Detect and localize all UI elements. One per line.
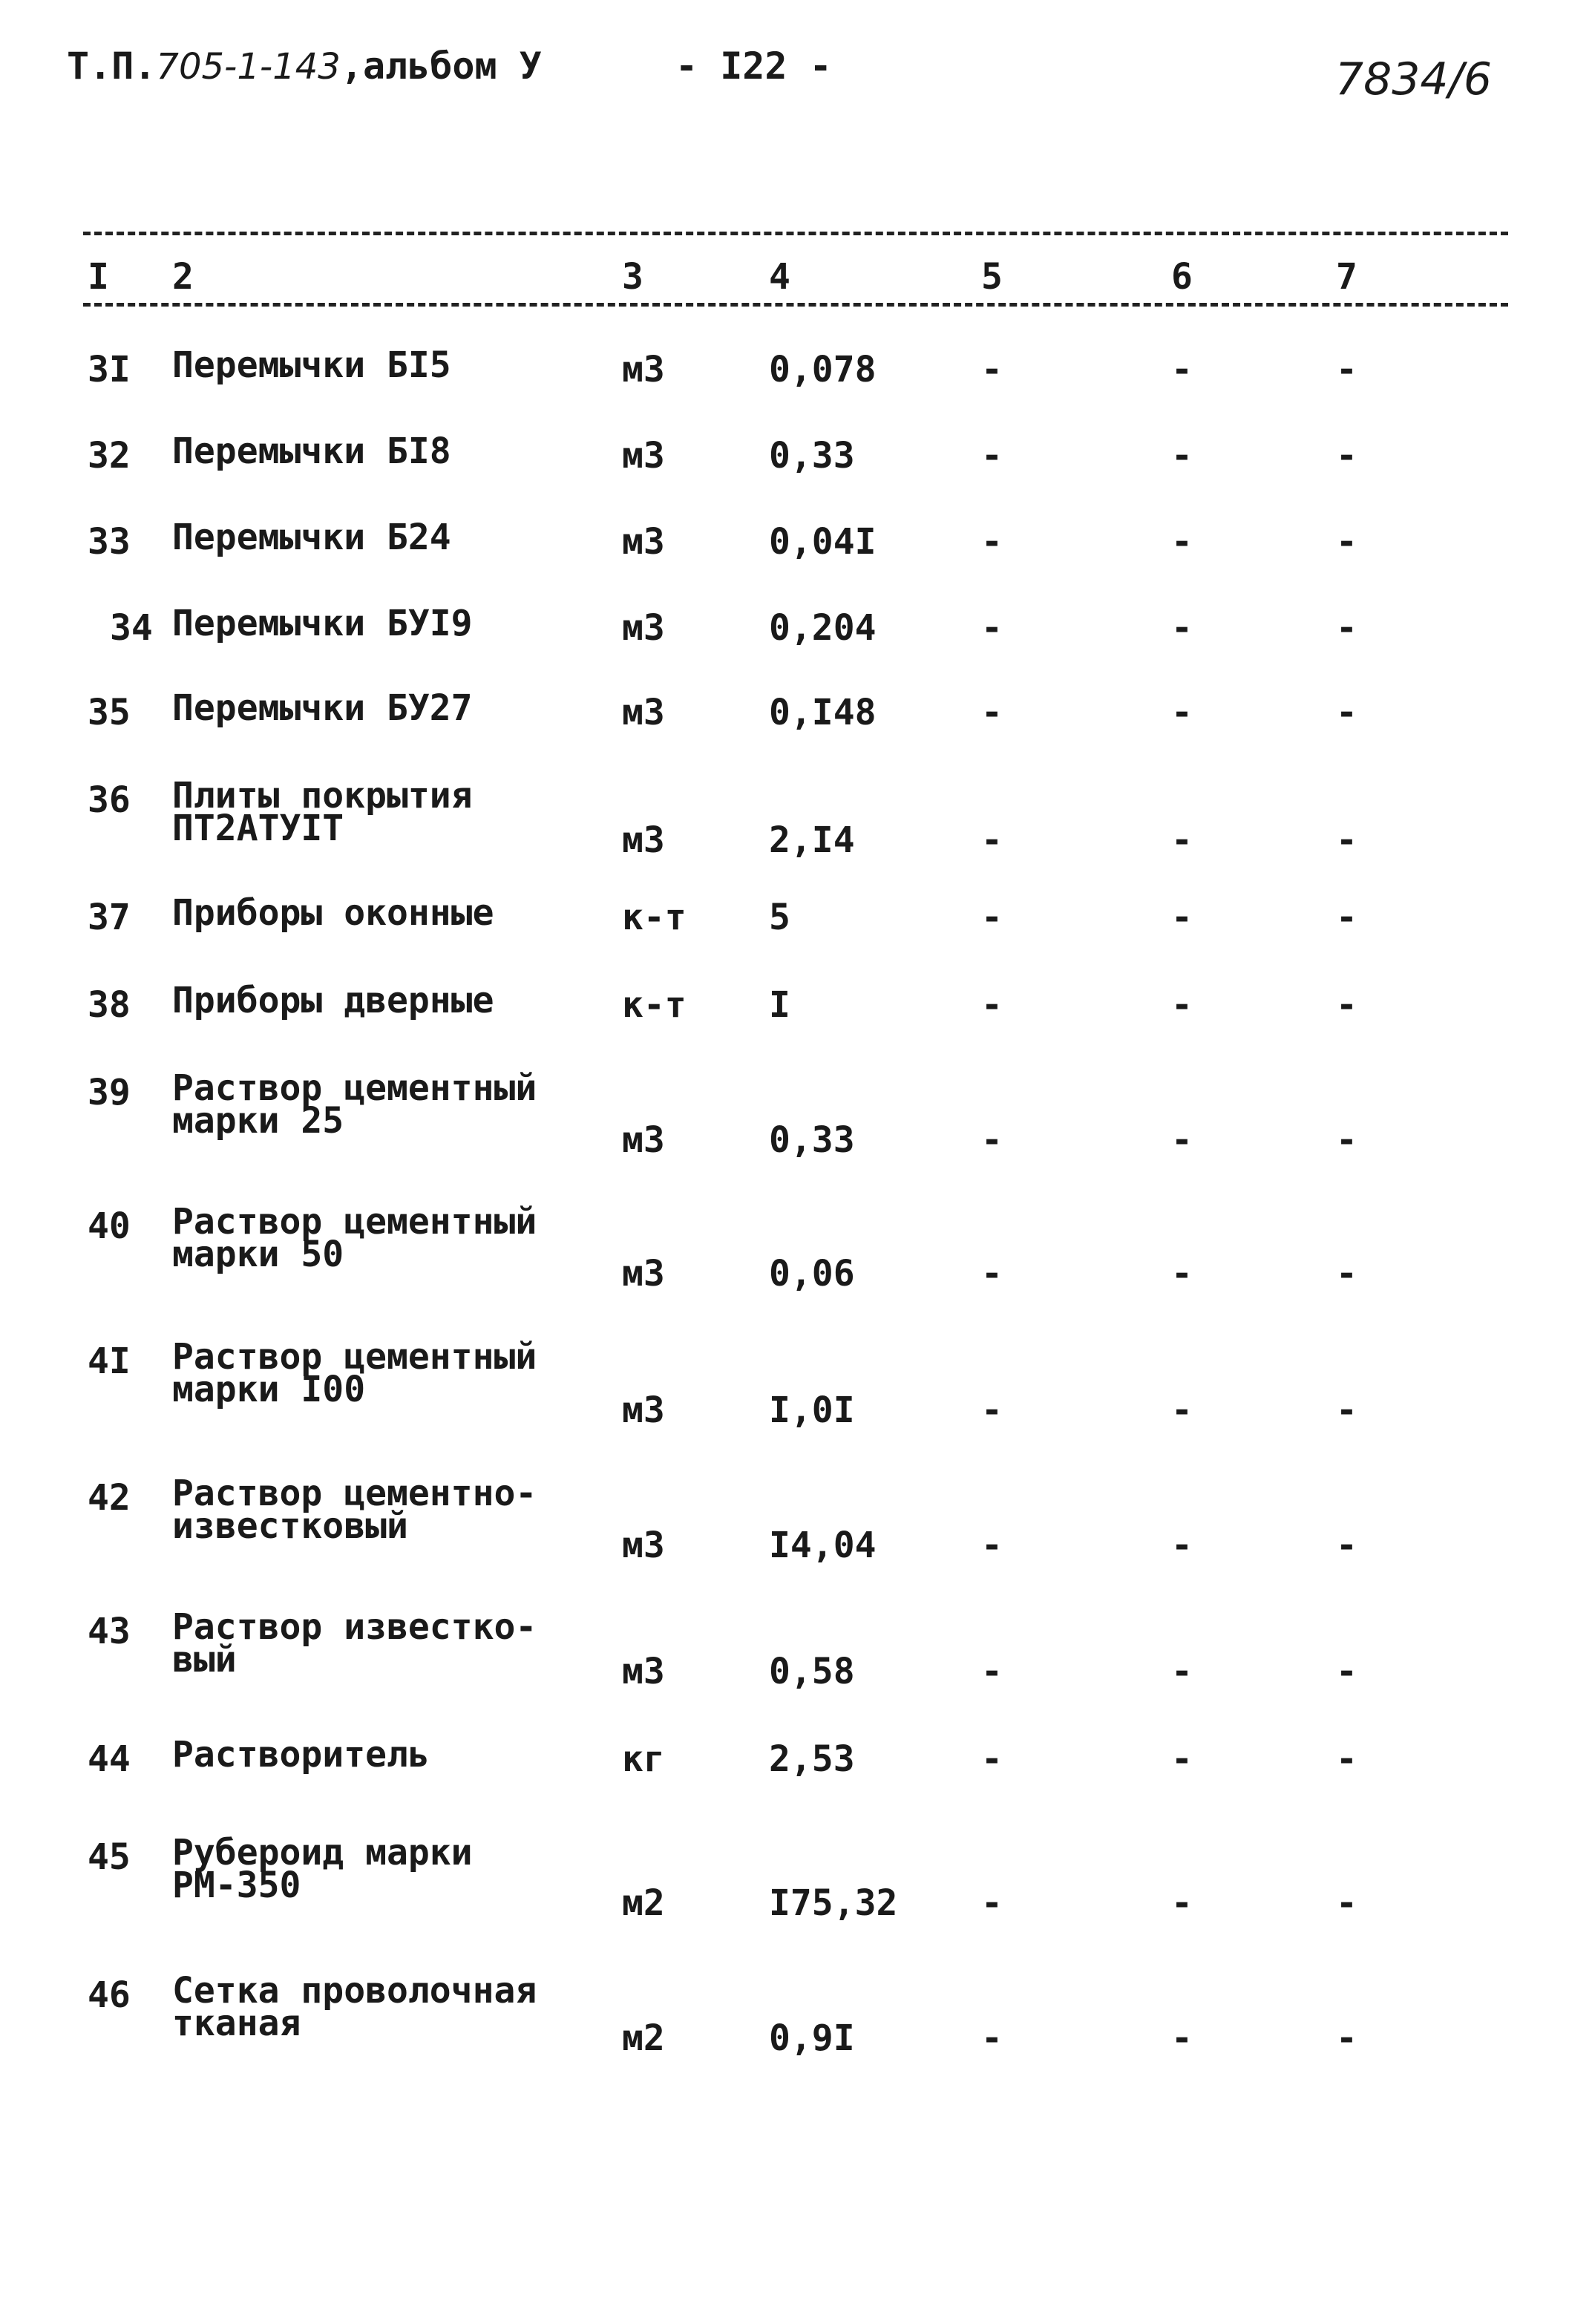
material-name: Раствор цементный марки I00 <box>172 1336 537 1410</box>
material-name: Перемычки Б24 <box>172 517 451 558</box>
unit: м3 <box>622 1525 665 1566</box>
header-bottom-divider <box>83 303 1508 307</box>
col6-value: - <box>1171 1651 1193 1692</box>
material-name: Приборы оконные <box>172 892 494 934</box>
material-name: Перемычки БI5 <box>172 344 451 386</box>
quantity: 0,204 <box>769 607 877 649</box>
quantity: 0,33 <box>769 435 855 477</box>
col7-value: - <box>1336 897 1357 938</box>
col5-value: - <box>981 607 1003 649</box>
quantity: I,0I <box>769 1390 855 1431</box>
unit: м3 <box>622 692 665 733</box>
col5-value: - <box>981 1119 1003 1161</box>
col7-value: - <box>1336 1738 1357 1780</box>
material-name: Раствор цементный марки 50 <box>172 1201 537 1275</box>
row-number: 45 <box>88 1836 131 1878</box>
col5-value: - <box>981 819 1003 861</box>
col5-value: - <box>981 1525 1003 1566</box>
unit: м3 <box>622 1390 665 1431</box>
row-number: 39 <box>88 1072 131 1113</box>
col5-value: - <box>981 521 1003 563</box>
row-number: 32 <box>88 435 131 477</box>
quantity: 2,I4 <box>769 819 855 861</box>
col6-value: - <box>1171 435 1193 477</box>
material-name: Растворитель <box>172 1734 430 1775</box>
col5-value: - <box>981 897 1003 938</box>
material-name: Плиты покрытия ПТ2АТУIТ <box>172 775 473 849</box>
col6-value: - <box>1171 1738 1193 1780</box>
material-name: Перемычки БУ27 <box>172 687 473 729</box>
col7-value: - <box>1336 349 1357 390</box>
col5-value: - <box>981 349 1003 390</box>
material-name: Раствор известко- вый <box>172 1606 537 1680</box>
col6-value: - <box>1171 819 1193 861</box>
row-number: 38 <box>88 984 131 1026</box>
col7-value: - <box>1336 2017 1357 2059</box>
col6-value: - <box>1171 1525 1193 1566</box>
quantity: 0,I48 <box>769 692 877 733</box>
quantity: 0,9I <box>769 2017 855 2059</box>
col6-value: - <box>1171 2017 1193 2059</box>
col6-value: - <box>1171 1390 1193 1431</box>
quantity: 0,06 <box>769 1253 855 1294</box>
unit: м3 <box>622 521 665 563</box>
quantity: 2,53 <box>769 1738 855 1780</box>
unit: м3 <box>622 819 665 861</box>
col5-value: - <box>981 435 1003 477</box>
col6-value: - <box>1171 984 1193 1026</box>
column-header-row <box>0 256 1569 301</box>
page-header <box>67 45 1507 119</box>
row-number: 36 <box>88 779 131 821</box>
col6-value: - <box>1171 1119 1193 1161</box>
quantity: 5 <box>769 897 790 938</box>
col7-value: - <box>1336 1390 1357 1431</box>
col7-value: - <box>1336 521 1357 563</box>
quantity: 0,078 <box>769 349 877 390</box>
unit: м3 <box>622 349 665 390</box>
column-header-6: 6 <box>1171 256 1193 298</box>
material-name: Перемычки БУI9 <box>172 603 473 644</box>
material-name: Рубероид марки РМ-350 <box>172 1832 473 1906</box>
col7-value: - <box>1336 984 1357 1026</box>
material-name: Сетка проволочная тканая <box>172 1970 537 2044</box>
material-name: Раствор цементно- известковый <box>172 1473 537 1547</box>
document-reference <box>67 45 542 88</box>
quantity: I75,32 <box>769 1882 898 1924</box>
col7-value: - <box>1336 1119 1357 1161</box>
unit: к-т <box>622 984 687 1026</box>
album-label: ,альбом У <box>340 45 542 88</box>
row-number: 40 <box>88 1205 131 1247</box>
reference-prefix: Т.П. <box>67 45 157 88</box>
column-header-5: 5 <box>981 256 1003 298</box>
col5-value: - <box>981 1882 1003 1924</box>
unit: м3 <box>622 607 665 649</box>
table-top-divider <box>83 232 1508 235</box>
material-name: Приборы дверные <box>172 980 494 1021</box>
column-header-3: 3 <box>622 256 643 298</box>
row-number: 3I <box>88 349 131 390</box>
column-header-1: I <box>88 256 109 298</box>
unit: м3 <box>622 1253 665 1294</box>
col7-value: - <box>1336 1651 1357 1692</box>
col5-value: - <box>981 1651 1003 1692</box>
col7-value: - <box>1336 435 1357 477</box>
quantity: 0,04I <box>769 521 877 563</box>
unit: м3 <box>622 1651 665 1692</box>
quantity: 0,58 <box>769 1651 855 1692</box>
col6-value: - <box>1171 897 1193 938</box>
row-number: 43 <box>88 1611 131 1652</box>
material-name: Перемычки БI8 <box>172 431 451 472</box>
material-name: Раствор цементный марки 25 <box>172 1067 537 1142</box>
quantity: I <box>769 984 790 1026</box>
row-number: 33 <box>88 521 131 563</box>
quantity: I4,04 <box>769 1525 877 1566</box>
row-number: 44 <box>88 1738 131 1780</box>
col6-value: - <box>1171 1882 1193 1924</box>
page-number: - I22 - <box>675 45 832 88</box>
row-number: 4I <box>88 1341 131 1382</box>
archive-stamp: 7834/6 <box>1334 53 1492 105</box>
col6-value: - <box>1171 521 1193 563</box>
quantity: 0,33 <box>769 1119 855 1161</box>
col5-value: - <box>981 1738 1003 1780</box>
col6-value: - <box>1171 349 1193 390</box>
row-number: 35 <box>88 692 131 733</box>
row-number: 37 <box>88 897 131 938</box>
col7-value: - <box>1336 607 1357 649</box>
unit: м2 <box>622 2017 665 2059</box>
col5-value: - <box>981 692 1003 733</box>
unit: м3 <box>622 1119 665 1161</box>
col6-value: - <box>1171 1253 1193 1294</box>
column-header-4: 4 <box>769 256 790 298</box>
unit: м3 <box>622 435 665 477</box>
column-header-2: 2 <box>172 256 194 298</box>
row-number: 34 <box>110 607 153 649</box>
col7-value: - <box>1336 1525 1357 1566</box>
col5-value: - <box>981 2017 1003 2059</box>
col7-value: - <box>1336 1882 1357 1924</box>
unit: кг <box>622 1738 665 1780</box>
row-number: 42 <box>88 1477 131 1519</box>
project-code: 705-1-143 <box>156 46 341 88</box>
unit: к-т <box>622 897 687 938</box>
col5-value: - <box>981 1253 1003 1294</box>
col6-value: - <box>1171 607 1193 649</box>
column-header-7: 7 <box>1336 256 1357 298</box>
col7-value: - <box>1336 1253 1357 1294</box>
unit: м2 <box>622 1882 665 1924</box>
col6-value: - <box>1171 692 1193 733</box>
col7-value: - <box>1336 692 1357 733</box>
col5-value: - <box>981 984 1003 1026</box>
row-number: 46 <box>88 1974 131 2016</box>
col5-value: - <box>981 1390 1003 1431</box>
col7-value: - <box>1336 819 1357 861</box>
